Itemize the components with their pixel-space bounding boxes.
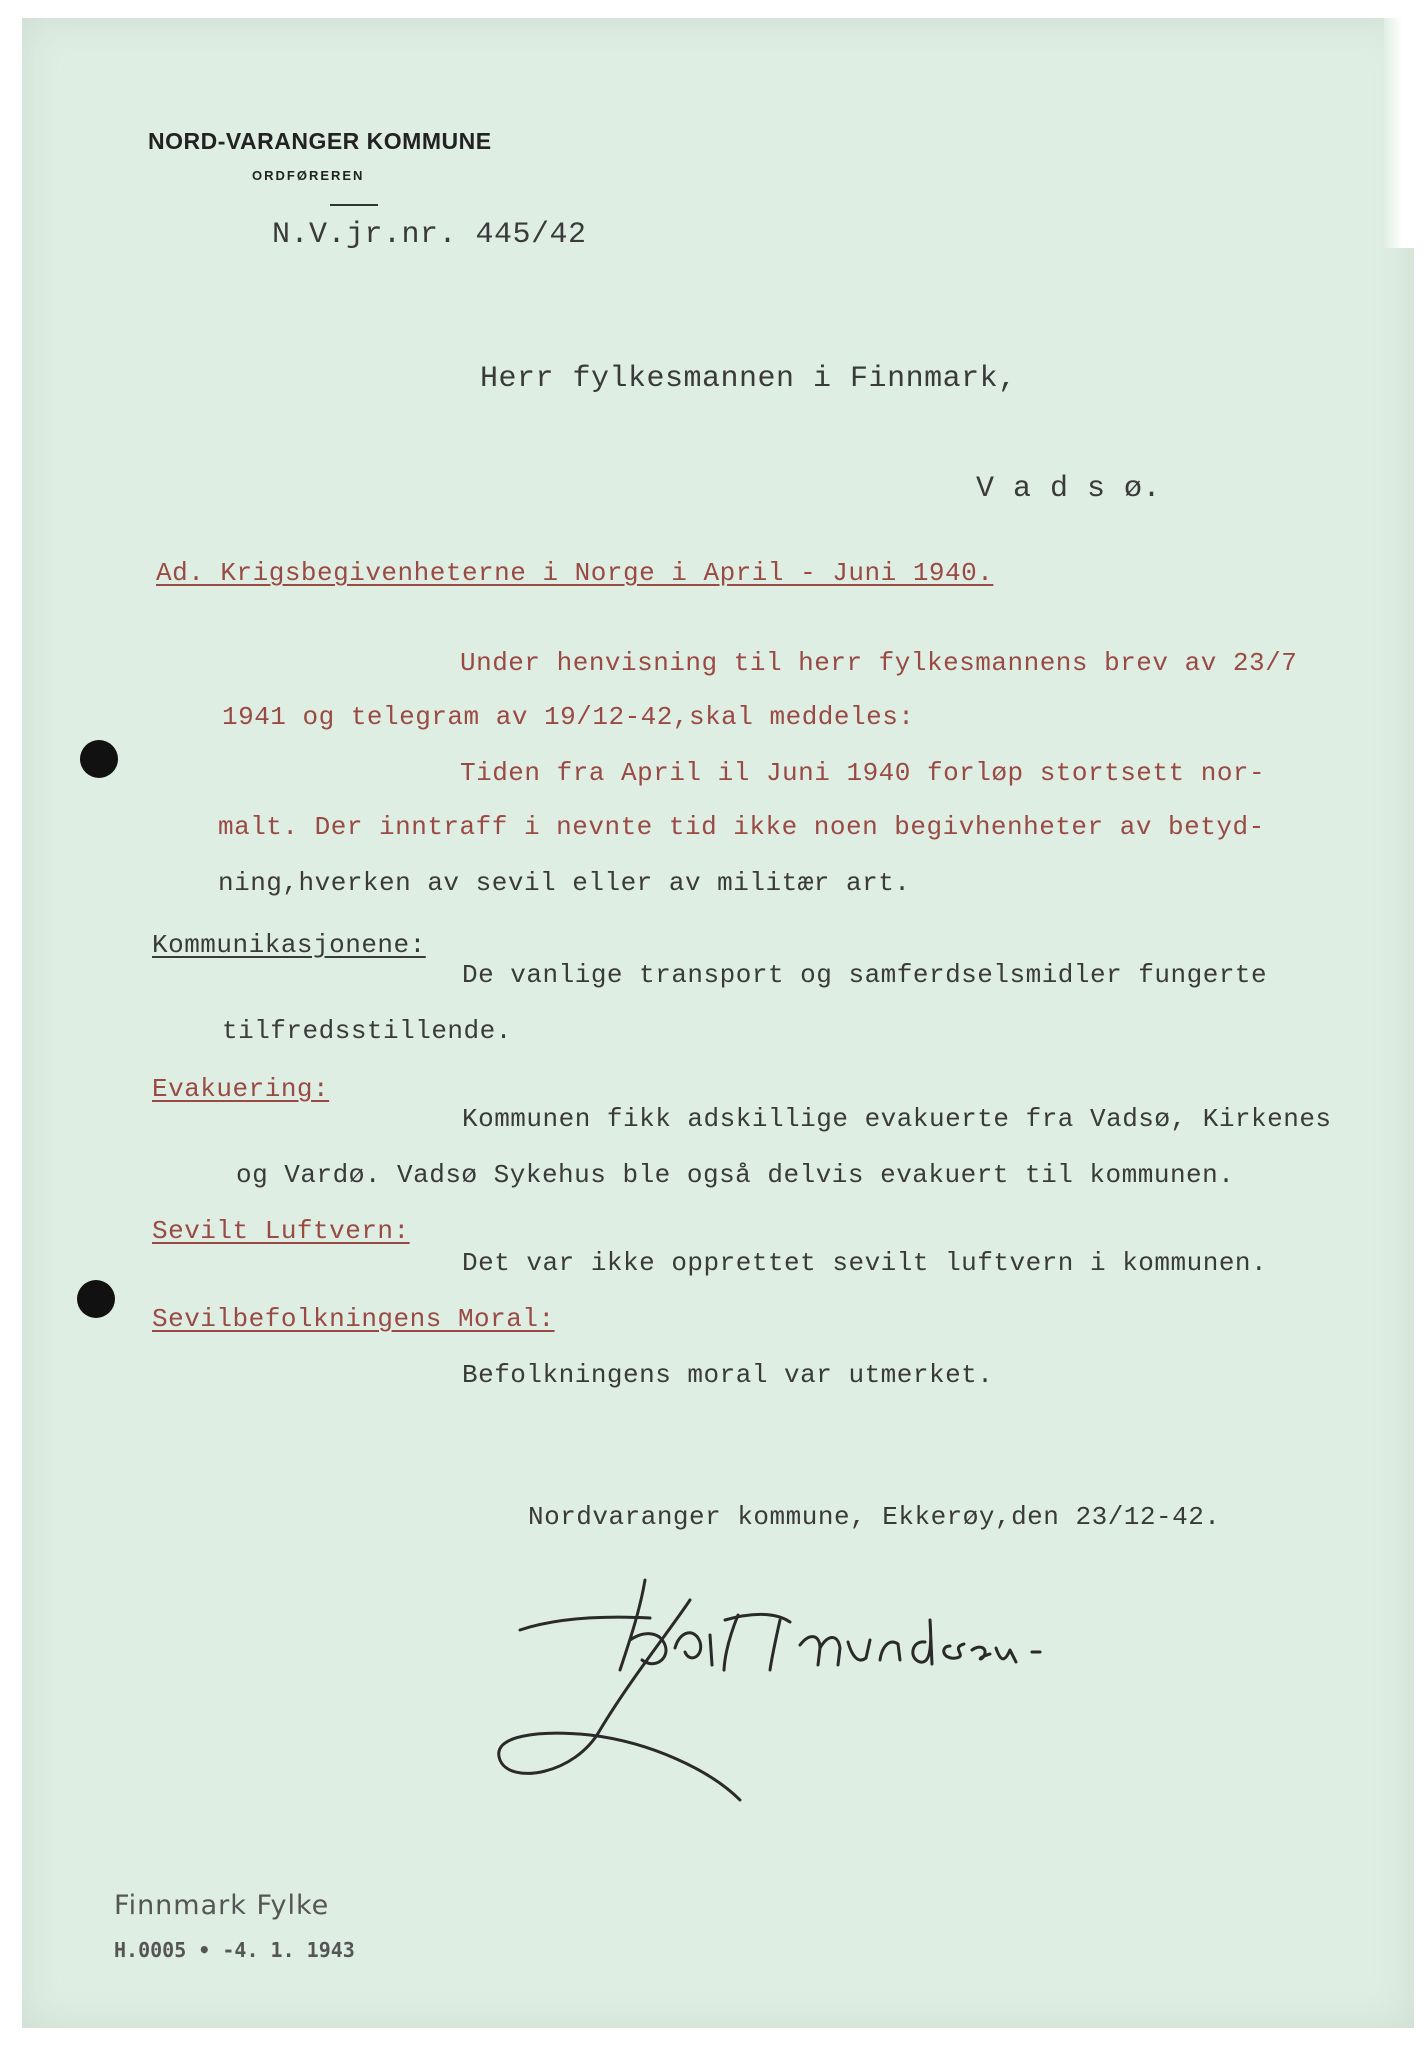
punch-hole [77,1280,115,1318]
recipient-city: V a d s ø. [976,472,1162,506]
section-heading: Evakuering: [152,1074,330,1104]
section-line: og Vardø. Vadsø Sykehus ble også delvis evakuert til kommunen. [236,1160,1235,1190]
body-line: Tiden fra April il Juni 1940 forløp stortsett nor- [460,758,1266,788]
archive-stamp-title: Finnmark Fylke [114,1890,330,1921]
journal-ref-number: 445/42 [475,218,587,252]
punch-hole [80,740,118,778]
section-heading: Sevilbefolkningens Moral: [152,1304,555,1334]
handwritten-signature [480,1560,1160,1820]
recipient-line: Herr fylkesmannen i Finnmark, [480,362,1017,396]
body-line: Under henvisning til herr fylkesmannens brev av 23/7 [460,648,1298,678]
body-line: 1941 og telegram av 19/12-42,skal meddeles: [222,702,915,732]
journal-ref [272,218,587,252]
section-line: tilfredsstillende. [222,1016,512,1046]
section-line: Befolkningens moral var utmerket. [462,1360,994,1390]
body-line: ning,hverken av sevil eller av militær art. [218,868,911,898]
letterhead-rule [330,204,378,206]
page-edge [1384,18,1414,248]
letterhead-org: NORD-VARANGER KOMMUNE [148,128,492,154]
subject-line: Ad. Krigsbegivenheterne i Norge i April - Juni 1940. [156,558,994,588]
letterhead-office: ORDFØREREN [252,168,365,183]
section-heading: Sevilt Luftvern: [152,1216,410,1246]
section-heading: Kommunikasjonene: [152,930,426,960]
archive-stamp-number: H.0005 • -4. 1. 1943 [114,1938,355,1962]
section-line: Kommunen fikk adskillige evakuerte fra Vadsø, Kirkenes [462,1104,1332,1134]
body-line: malt. Der inntraff i nevnte tid ikke noen begivhenheter av betyd- [218,812,1265,842]
journal-ref-prefix: N.V.jr.nr. [272,218,458,252]
section-line: Det var ikke opprettet sevilt luftvern i kommunen. [462,1248,1268,1278]
section-line: De vanlige transport og samferdselsmidler fungerte [462,960,1268,990]
closing-line: Nordvaranger kommune, Ekkerøy,den 23/12-42. [528,1502,1221,1532]
